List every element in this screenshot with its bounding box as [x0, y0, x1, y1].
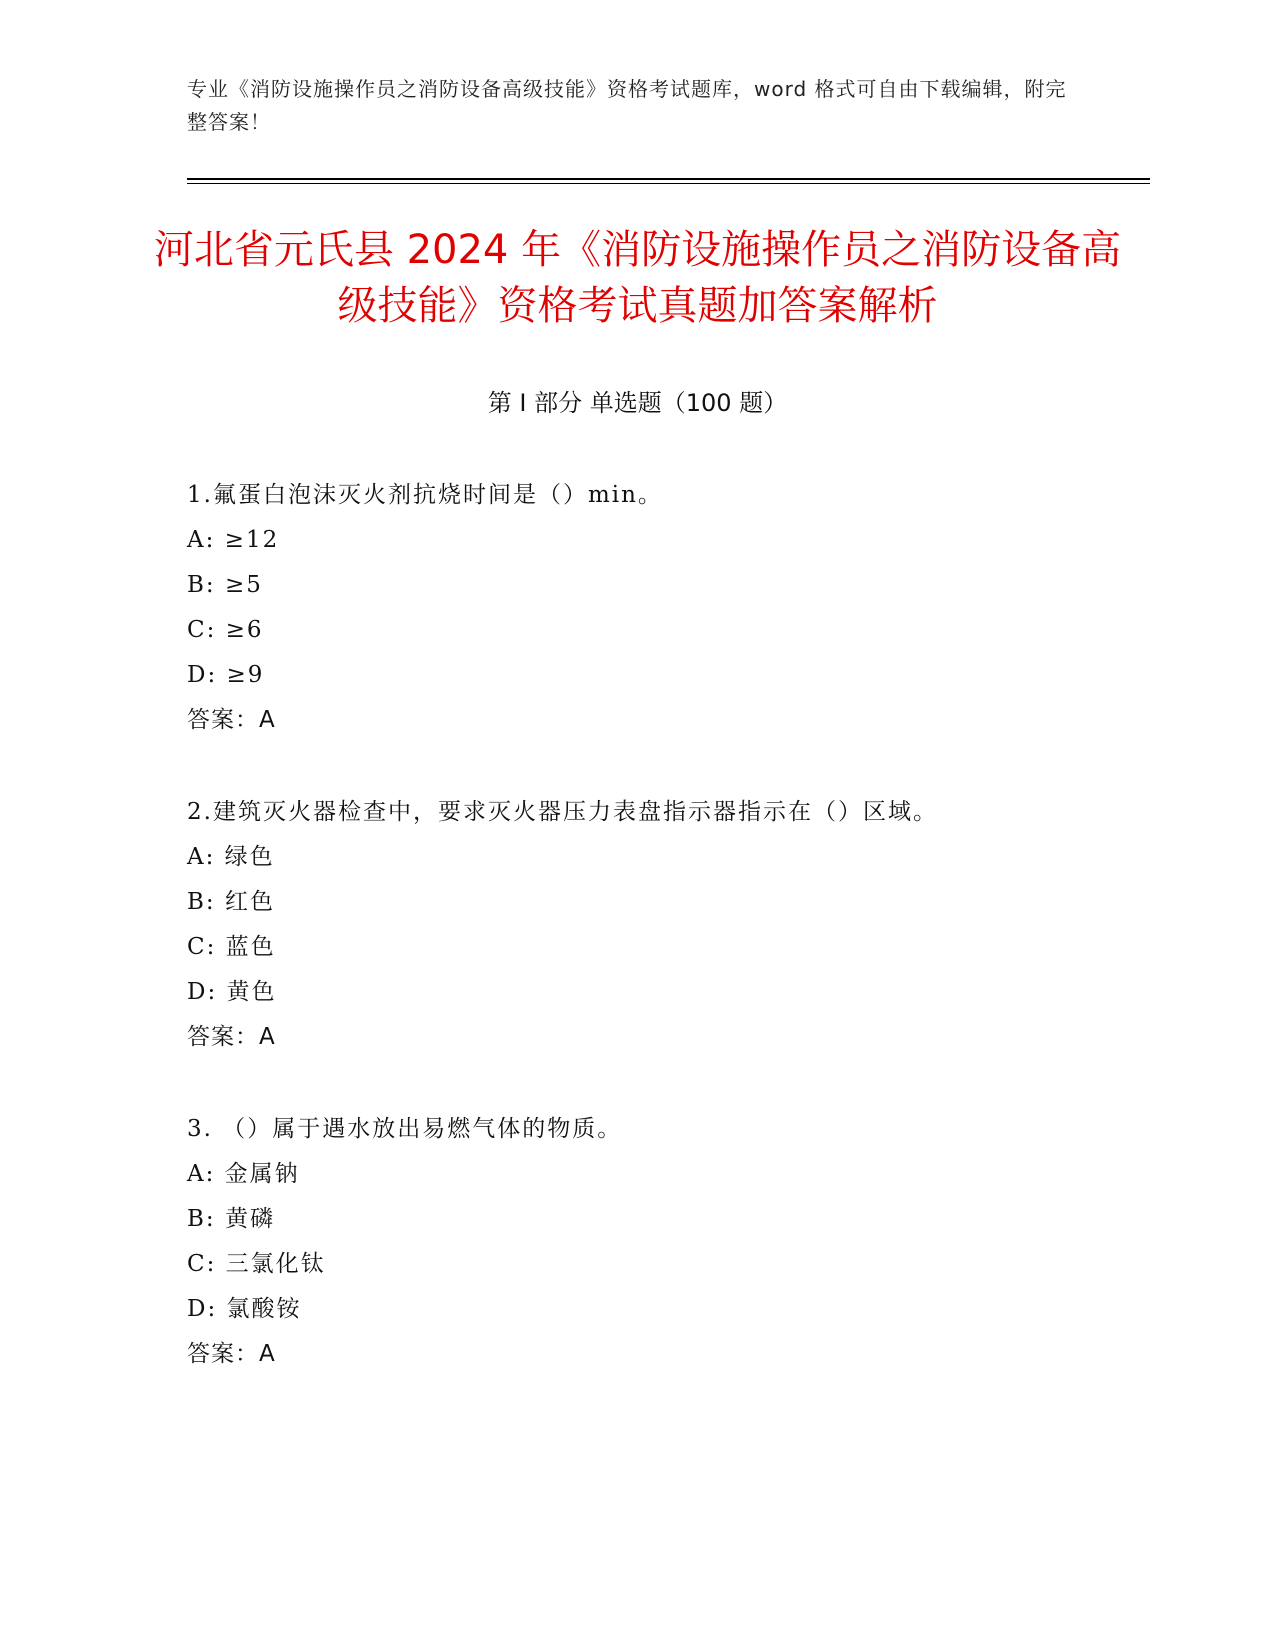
header-divider-thick: [187, 178, 1150, 180]
answer-line: 答案：A: [187, 1341, 276, 1367]
option-a: A: 金属钠: [187, 1161, 300, 1187]
option-b: B: ≥5: [187, 572, 263, 598]
option-b: B: 红色: [187, 889, 275, 915]
document-title: 河北省元氏县 2024 年《消防设施操作员之消防设备高级技能》资格考试真题加答案解析: [153, 227, 1122, 329]
option-d: D: ≥9: [187, 662, 265, 688]
question-stem: 1.氟蛋白泡沫灭火剂抗烧时间是（）min。: [187, 482, 663, 508]
option-d: D: 氯酸铵: [187, 1296, 302, 1322]
option-c: C: 蓝色: [187, 934, 276, 960]
section-heading: 第 I 部分 单选题（100 题）: [487, 389, 788, 417]
header-divider-thin: [187, 183, 1150, 184]
answer-line: 答案：A: [187, 1024, 276, 1050]
option-a: A: 绿色: [187, 844, 275, 870]
option-c: C: 三氯化钛: [187, 1251, 326, 1277]
question-block: [187, 790, 1137, 1060]
option-b: B: 黄磷: [187, 1206, 275, 1232]
question-block: [187, 1107, 1137, 1377]
answer-line: 答案：A: [187, 707, 276, 733]
question-block: [187, 473, 1137, 743]
option-c: C: ≥6: [187, 617, 264, 643]
question-stem: 3. （）属于遇水放出易燃气体的物质。: [187, 1116, 623, 1142]
option-d: D: 黄色: [187, 979, 277, 1005]
option-a: A: ≥12: [187, 527, 280, 553]
question-stem: 2.建筑灭火器检查中，要求灭火器压力表盘指示器指示在（）区域。: [187, 799, 938, 825]
header-note: 专业《消防设施操作员之消防设备高级技能》资格考试题库，word 格式可自由下载编辑，附完整答案！: [187, 77, 1067, 134]
